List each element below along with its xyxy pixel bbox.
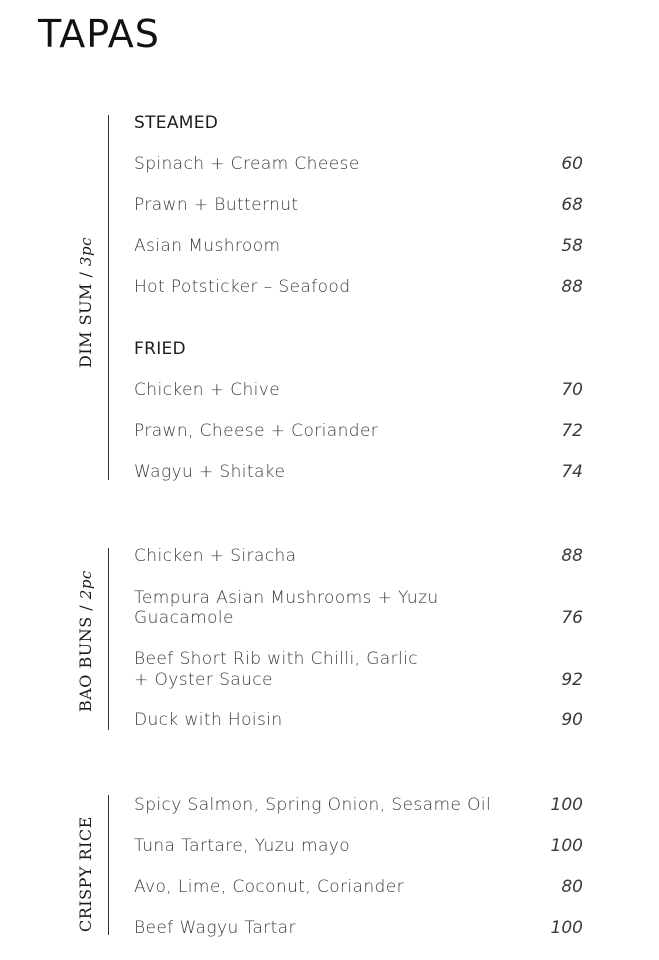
crispy-label (76, 816, 95, 932)
menu-item-name: Tempura Asian Mushrooms + Yuzu (134, 588, 439, 608)
bao-label (76, 570, 95, 712)
menu-item-name: Wagyu + Shitake (134, 462, 286, 482)
menu-item-name: Tuna Tartare, Yuzu mayo (134, 836, 351, 856)
dimsum-label-text: DIM SUM / (76, 265, 95, 368)
page-title: TAPAS (38, 12, 160, 56)
menu-item-price: 88 (561, 277, 583, 297)
menu-item-price: 88 (561, 546, 583, 566)
menu-item-name: Beef Wagyu Tartar (134, 918, 296, 938)
menu-item-name: Duck with Hoisin (134, 710, 283, 730)
menu-item-name: Hot Potsticker – Seafood (134, 277, 351, 297)
menu-item-name: Prawn + Butternut (134, 195, 299, 215)
menu-item-name: Avo, Lime, Coconut, Coriander (134, 877, 404, 897)
menu-item-price: 76 (561, 608, 583, 628)
menu-item-price: 100 (550, 795, 583, 815)
steamed-heading: STEAMED (134, 113, 219, 133)
menu-item-price: 58 (561, 236, 583, 256)
menu-item-name: Beef Short Rib with Chilli, Garlic (134, 649, 418, 669)
bao-label-count: 2pc (77, 570, 95, 600)
menu-item-name: Chicken + Siracha (134, 546, 297, 566)
menu-item-price: 72 (561, 421, 583, 441)
crispy-label-text: CRISPY RICE (76, 816, 95, 932)
fried-heading: FRIED (134, 339, 186, 359)
menu-item-price: 60 (561, 154, 583, 174)
menu-item-name: Spinach + Cream Cheese (134, 154, 360, 174)
bao-label-text: BAO BUNS / (76, 599, 95, 712)
menu-item-price: 92 (561, 670, 583, 690)
menu-item-name: Prawn, Cheese + Coriander (134, 421, 379, 441)
menu-item-price: 100 (550, 918, 583, 938)
section-divider (108, 115, 109, 480)
menu-item-price: 70 (561, 380, 583, 400)
menu-item-name-line2: + Oyster Sauce (134, 670, 273, 690)
section-divider (108, 548, 109, 730)
menu-item-name: Spicy Salmon, Spring Onion, Sesame Oil (134, 795, 492, 815)
menu-item-name: Chicken + Chive (134, 380, 281, 400)
menu-item-price: 90 (561, 710, 583, 730)
menu-item-name: Asian Mushroom (134, 236, 281, 256)
menu-item-name-line2: Guacamole (134, 608, 234, 628)
section-divider (108, 795, 109, 935)
dimsum-label (76, 237, 95, 368)
dimsum-label-count: 3pc (77, 236, 95, 266)
menu-item-price: 68 (561, 195, 583, 215)
menu-item-price: 100 (550, 836, 583, 856)
menu-item-price: 74 (561, 462, 583, 482)
menu-item-price: 80 (561, 877, 583, 897)
